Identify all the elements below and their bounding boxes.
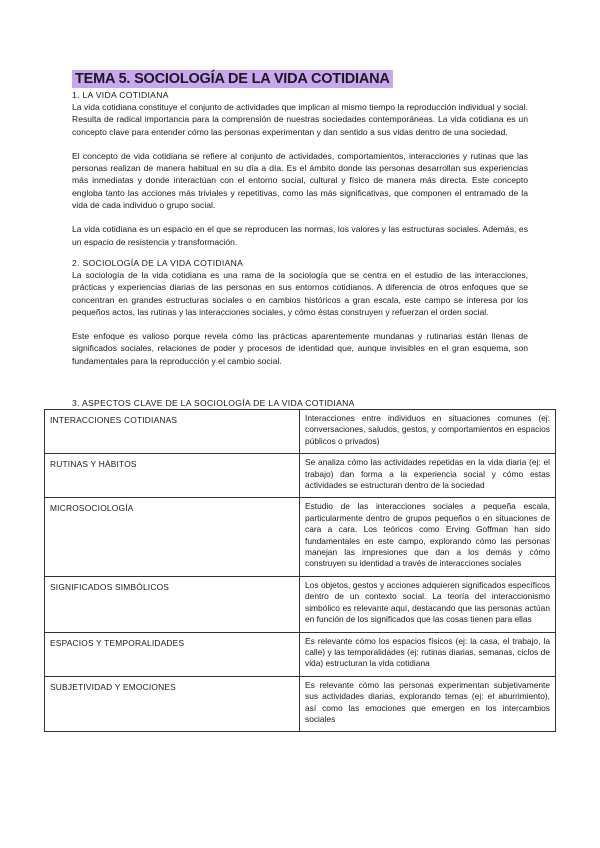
aspect-name: MICROSOCIOLOGÍA (45, 498, 300, 576)
table-row (45, 676, 556, 732)
aspect-description: Es relevante cómo los espacios físicos (ej: la casa, el trabajo, la calle) y las temporalidades (ej: rutinas diarias, semanas, ciclos de vida) estructuran la vida cotidiana (300, 632, 556, 676)
aspect-description: Es relevante cómo las personas experimentan subjetivamente sus actividades diarias, explorando temas (ej: el aburrimiento), así como las emociones que emergen en los intercambios sociales (300, 676, 556, 732)
aspect-name: SIGNIFICADOS SIMBÓLICOS (45, 576, 300, 632)
section-1-paragraph-2: El concepto de vida cotidiana se refiere al conjunto de actividades, comportamientos, interacciones y rutinas que las personas realizan de manera habitual en su día a día. Es el ámbito donde las personas desarrollan sus experiencias más inmediatas y donde interactúan con el entorno social, cultural y físico de manera más directa. Este concepto engloba tanto las acciones más triviales y repetitivas, como las más significativas, que componen el entramado de la vida de cada individuo o grupo social. (72, 150, 528, 211)
aspect-description: Los objetos, gestos y acciones adquieren significados específicos dentro de un contexto social. La teoría del interaccionismo simbólico es relevante aquí, destacando que las personas actúan en función de los significados que las cosas tienen para ellas (300, 576, 556, 632)
document-body (72, 70, 528, 367)
section-2-heading: 2. SOCIOLOGÍA DE LA VIDA COTIDIANA (72, 257, 244, 268)
aspect-description: Interacciones entre individuos en situaciones comunes (ej: conversaciones, saludos, gestos, y comportamientos en espacios públicos o privados) (300, 410, 556, 454)
aspect-name: RUTINAS Y HÁBITOS (45, 454, 300, 498)
section-1-paragraph-1: La vida cotidiana constituye el conjunto de actividades que implican al mismo tiempo la reproducción individual y social. Resulta de radical importancia para la comprensión de nuestras sociedades contemporáneas. La vida cotidiana es un concepto clave para entender cómo las personas experimentan y dan sentido a sus vidas dentro de una sociedad. (72, 102, 528, 137)
section-2-paragraph-1: La sociología de la vida cotidiana es una rama de la sociología que se centra en el estudio de las interacciones, prácticas y experiencias diarias de las personas en sus entornos cotidianos. A diferencia de otros enfoques que se concentran en grandes estructuras sociales o en cambios históricos a gran escala, este campo se interesa por los pequeños actos, las rutinas y las interacciones sociales, y cómo éstas construyen y refuerzan el orden social. (72, 269, 528, 317)
aspect-description: Se analiza cómo las actividades repetidas en la vida diaria (ej: el trabajo) dan forma a la experiencia social y cómo estas actividades se estructuran dentro de la sociedad (300, 454, 556, 498)
table-row (45, 410, 556, 454)
table-row (45, 576, 556, 632)
section-1-paragraph-3: La vida cotidiana es un espacio en el que se reproducen las normas, los valores y las estructuras sociales. Además, es un espacio de resistencia y transformación. (72, 224, 528, 247)
key-aspects-table (44, 409, 556, 732)
section-3-heading: 3. ASPECTOS CLAVE DE LA SOCIOLOGÍA DE LA VIDA COTIDIANA (72, 398, 355, 408)
section-1-heading: 1. LA VIDA COTIDIANA (72, 90, 169, 100)
aspect-name: SUBJETIVIDAD Y EMOCIONES (45, 676, 300, 732)
section-2-paragraph-2: Este enfoque es valioso porque revela cómo las prácticas aparentemente mundanas y rutinarias están llenas de significados sociales, relaciones de poder y procesos de identidad que, aunque invisibles en el gran esquema, son fundamentales para la reproducción y el cambio social. (72, 331, 528, 366)
table-row (45, 454, 556, 498)
table-row (45, 632, 556, 676)
aspect-name: ESPACIOS Y TEMPORALIDADES (45, 632, 300, 676)
aspect-description: Estudio de las interacciones sociales a pequeña escala, particularmente dentro de grupos pequeños o en situaciones de cara a cara. Los teóricos como Erving Goffman han sido fundamentales en este campo, explorando cómo las personas manejan las impresiones que dan a los demás y cómo construyen su identidad a través de interacciones sociales (300, 498, 556, 576)
aspect-name: INTERACCIONES COTIDIANAS (45, 410, 300, 454)
table-row (45, 498, 556, 576)
page-title: TEMA 5. SOCIOLOGÍA DE LA VIDA COTIDIANA (72, 70, 393, 88)
